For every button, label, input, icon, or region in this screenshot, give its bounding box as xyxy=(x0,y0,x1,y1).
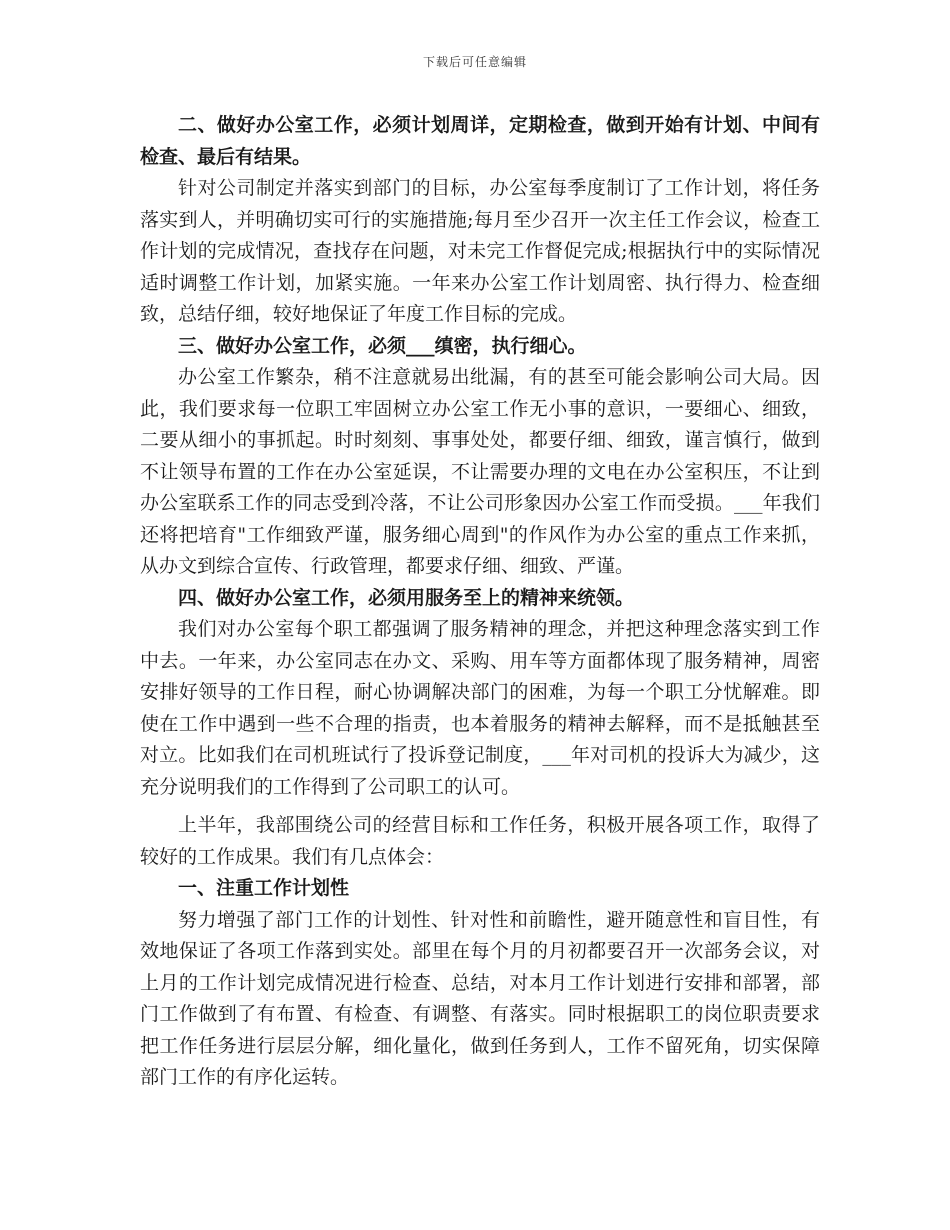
paragraph-office-planning: 针对公司制定并落实到部门的目标，办公室每季度制订了工作计划，将任务落实到人，并明确切实可行的实施措施;每月至少召开一次主任工作会议，检查工作计划的完成情况，查找存在问题，对未完工作督促完成;根据执行中的实际情况适时调整工作计划，加紧实施。一年来办公室工作计划周密、执行得力、检查细致，总结仔细，较好地保证了年度工作目标的完成。 xyxy=(140,177,820,325)
document-body xyxy=(140,110,820,1094)
paragraph-half-year-summary: 上半年，我部围绕公司的经营目标和工作任务，积极开展各项工作，取得了较好的工作成果。我们有几点体会： xyxy=(140,814,820,868)
paragraph-work-planning: 努力增强了部门工作的计划性、针对性和前瞻性，避开随意性和盲目性，有效地保证了各项工作落到实处。部里在每个月的月初都要召开一次部务会议，对上月的工作计划完成情况进行检查、总结，对本月工作计划进行安排和部署，部门工作做到了有布置、有检查、有调整、有落实。同时根据职工的岗位职责要求把工作任务进行层层分解，细化量化，做到任务到人，工作不留死角，切实保障部门工作的有序化运转。 xyxy=(140,908,820,1088)
paragraph-gap xyxy=(140,803,820,810)
page-header: 下载后可任意编辑 xyxy=(422,55,527,69)
section-heading-work-planning: 一、注重工作计划性 xyxy=(178,877,350,899)
section-heading-office-careful: 三、做好办公室工作，必须___缜密，执行细心。 xyxy=(178,334,587,357)
section-heading-office-service: 四、做好办公室工作，必须用服务至上的精神来统领。 xyxy=(178,586,635,609)
section-heading-office-planning: 二、做好办公室工作，必须计划周详，定期检查，做到开始有计划、中间有检查、最后有结果。 xyxy=(140,114,820,168)
paragraph-office-service: 我们对办公室每个职工都强调了服务精神的理念，并把这种理念落实到工作中去。一年来，办公室同志在办文、采购、用车等方面都体现了服务精神，周密安排好领导的工作日程，耐心协调解决部门的困难，为每一个职工分忧解难。即使在工作中遇到一些不合理的指责，也本着服务的精神去解释，而不是抵触甚至对立。比如我们在司机班试行了投诉登记制度，___年对司机的投诉大为减少，这充分说明我们的工作得到了公司职工的认可。 xyxy=(140,618,820,798)
paragraph-office-careful: 办公室工作繁杂，稍不注意就易出纰漏，有的甚至可能会影响公司大局。因此，我们要求每一位职工牢固树立办公室工作无小事的意识，一要细心、细致，二要从细小的事抓起。时时刻刻、事事处处，都要仔细、细致，谨言慎行，做到不让领导布置的工作在办公室延误，不让需要办理的文电在办公室积压，不让到办公室联系工作的同志受到冷落，不让公司形象因办公室工作而受损。___年我们还将把培育"工作细致严谨，服务细心周到"的作风作为办公室的重点工作来抓，从办文到综合宣传、行政管理，都要求仔细、细致、严谨。 xyxy=(140,366,820,577)
